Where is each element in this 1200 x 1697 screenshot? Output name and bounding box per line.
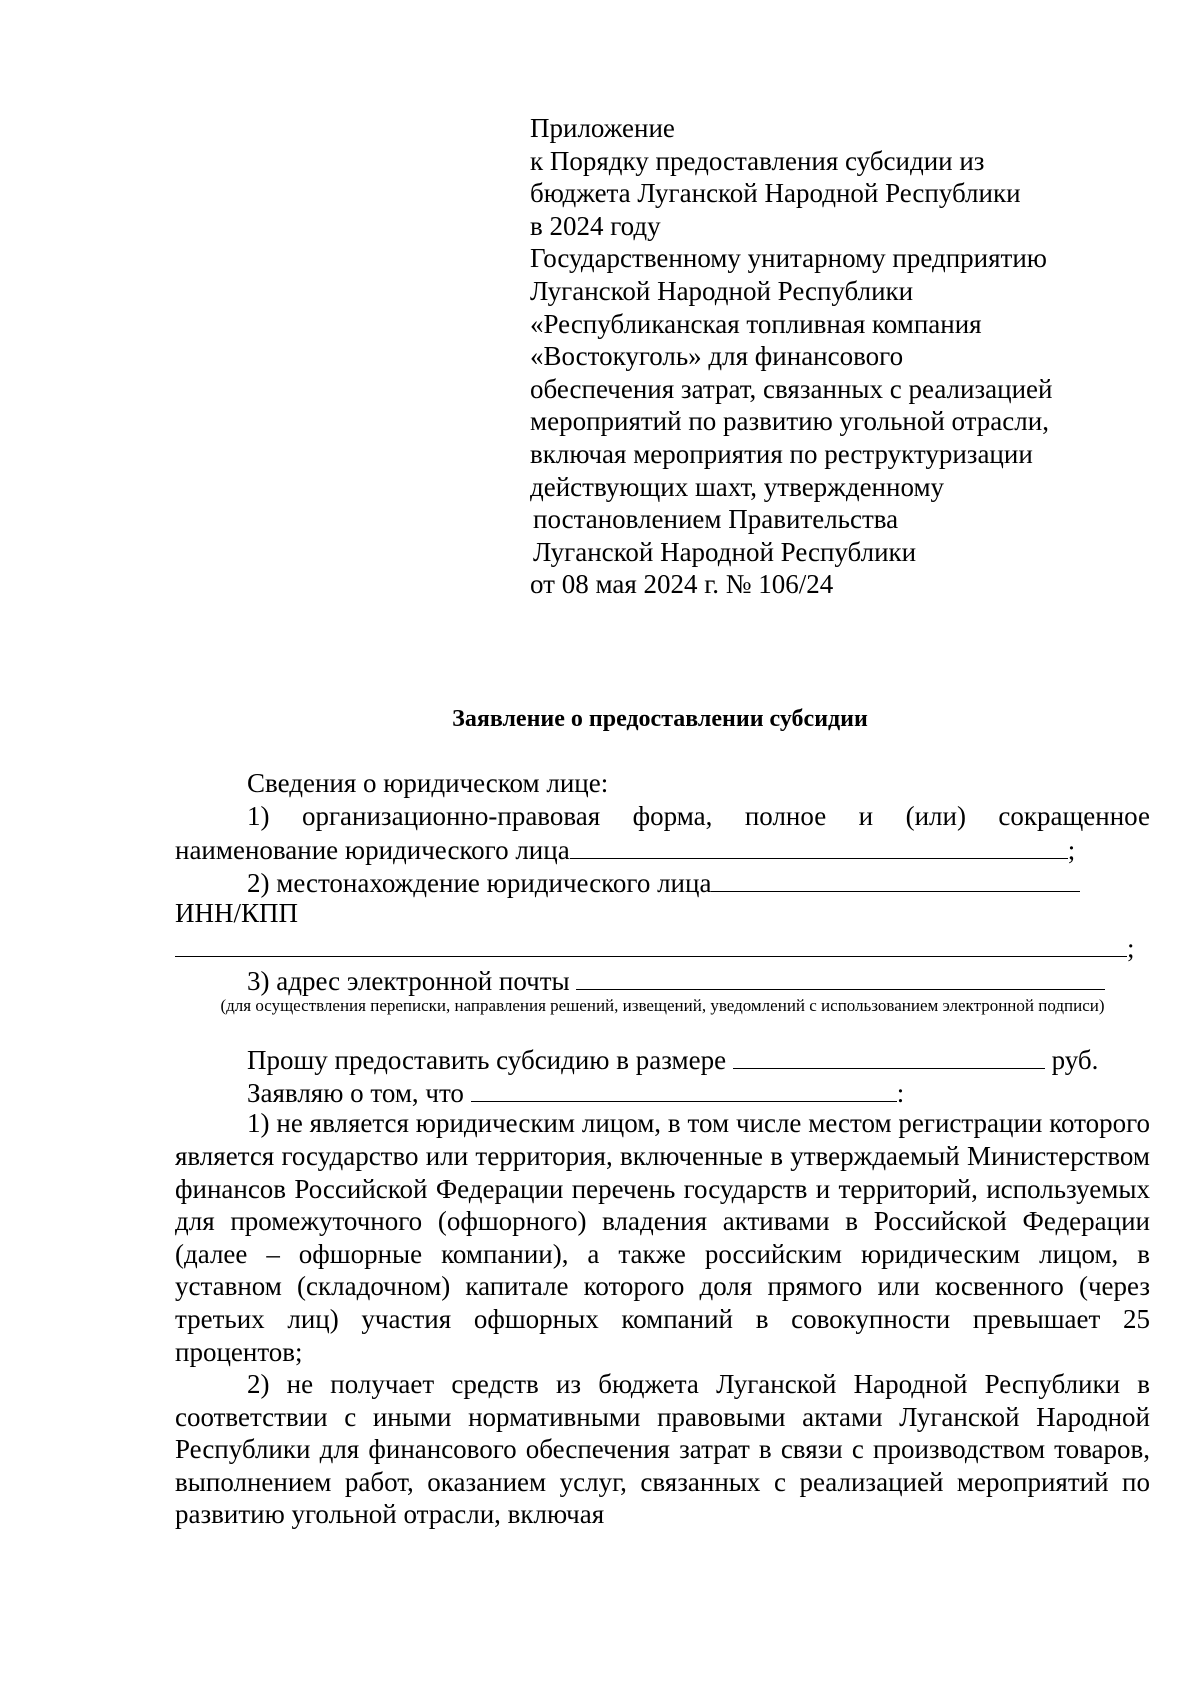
- appendix-line: Луганской Народной Республики: [530, 275, 914, 306]
- appendix-line: Луганской Народной Республики: [533, 536, 917, 567]
- legal-name-field[interactable]: [570, 832, 1068, 859]
- appendix-line: бюджета Луганской Народной Республики: [530, 178, 1021, 209]
- item2-label: 2) местонахождение юридического лица: [247, 867, 712, 898]
- location-field[interactable]: [711, 865, 1080, 892]
- appendix-line: обеспечения затрат, связанных с реализацией: [530, 373, 1053, 404]
- appendix-line: мероприятий по развитию угольной отрасли,: [530, 406, 1049, 437]
- item3-label: 3) адрес электронной почты: [247, 965, 570, 996]
- clauses: [175, 1107, 1150, 1531]
- appendix-line: в 2024 году: [530, 210, 661, 241]
- appendix-line: действующих шахт, утвержденному: [530, 471, 945, 502]
- form-intro: Сведения о юридическом лице:: [247, 768, 609, 798]
- request-label: Прошу предоставить субсидию в размере: [247, 1045, 727, 1076]
- inn-line: [175, 930, 1150, 963]
- appendix-line: «Республиканская топливная компания: [530, 308, 982, 339]
- declare-label: Заявляю о том, что: [247, 1077, 464, 1108]
- appendix-line: Приложение: [530, 113, 675, 143]
- appendix-line: «Востокуголь» для финансового: [530, 341, 904, 372]
- appendix-line: Государственному унитарному предприятию: [530, 243, 1047, 274]
- currency-label: руб.: [1051, 1045, 1099, 1076]
- subsidy-amount-field[interactable]: [733, 1042, 1045, 1069]
- colon: :: [896, 1077, 905, 1108]
- clause-2: 2) не получает средств из бюджета Луганской Народной Республики в соответствии с иными нормативными правовыми актами Луганской Народной Республики для финансового обеспечения затрат в связи с производством товаров, выполнением работ, оказанием услуг, связанных с реализацией мероприятий по развитию угольной отрасли, включая: [175, 1369, 1150, 1530]
- document-title: Заявление о предоставлении субсидии: [452, 706, 868, 732]
- semicolon: ;: [1067, 835, 1076, 866]
- item1-line-b: [175, 832, 1150, 865]
- item3-line: [175, 963, 1150, 996]
- item1-line-a: 1) организационно-правовая форма, полное и (или) сокращенное: [247, 800, 1150, 831]
- item1-label: наименование юридического лица: [175, 835, 570, 866]
- request-line: [175, 1042, 1150, 1075]
- appendix-line: от 08 мая 2024 г. № 106/24: [530, 569, 834, 600]
- inn-kpp-field[interactable]: [175, 930, 1127, 957]
- spacer: [175, 1016, 1150, 1042]
- appendix-line: постановлением Правительства: [533, 504, 899, 535]
- declare-line: [175, 1075, 1150, 1108]
- clause-1: 1) не является юридическим лицом, в том числе местом регистрации которого является государство или территория, включенные в утверждаемый Министерством финансов Российской Федерации перечень государств и территорий, используемых для промежуточного (офшорного) владения активами в Российской Федерации (далее – офшорные компании), а также российским юридическим лицом, в уставном (складочном) капитале которого доля прямого или косвенного (через третьих лиц) участия офшорных компаний в совокупности превышает 25 процентов;: [175, 1108, 1150, 1367]
- email-field[interactable]: [576, 963, 1105, 990]
- semicolon: ;: [1127, 932, 1135, 963]
- declarant-field[interactable]: [471, 1075, 897, 1102]
- email-note: (для осуществления переписки, направления решений, извещений, уведомлений с использованием электронной подписи): [220, 996, 1105, 1016]
- appendix-line: включая мероприятия по реструктуризации: [530, 438, 1033, 469]
- appendix-line: к Порядку предоставления субсидии из: [530, 145, 985, 176]
- item2-line: [175, 865, 1150, 898]
- inn-label: ИНН/КПП: [175, 898, 299, 929]
- application-form: [175, 767, 1150, 1531]
- appendix-block: [530, 112, 1150, 601]
